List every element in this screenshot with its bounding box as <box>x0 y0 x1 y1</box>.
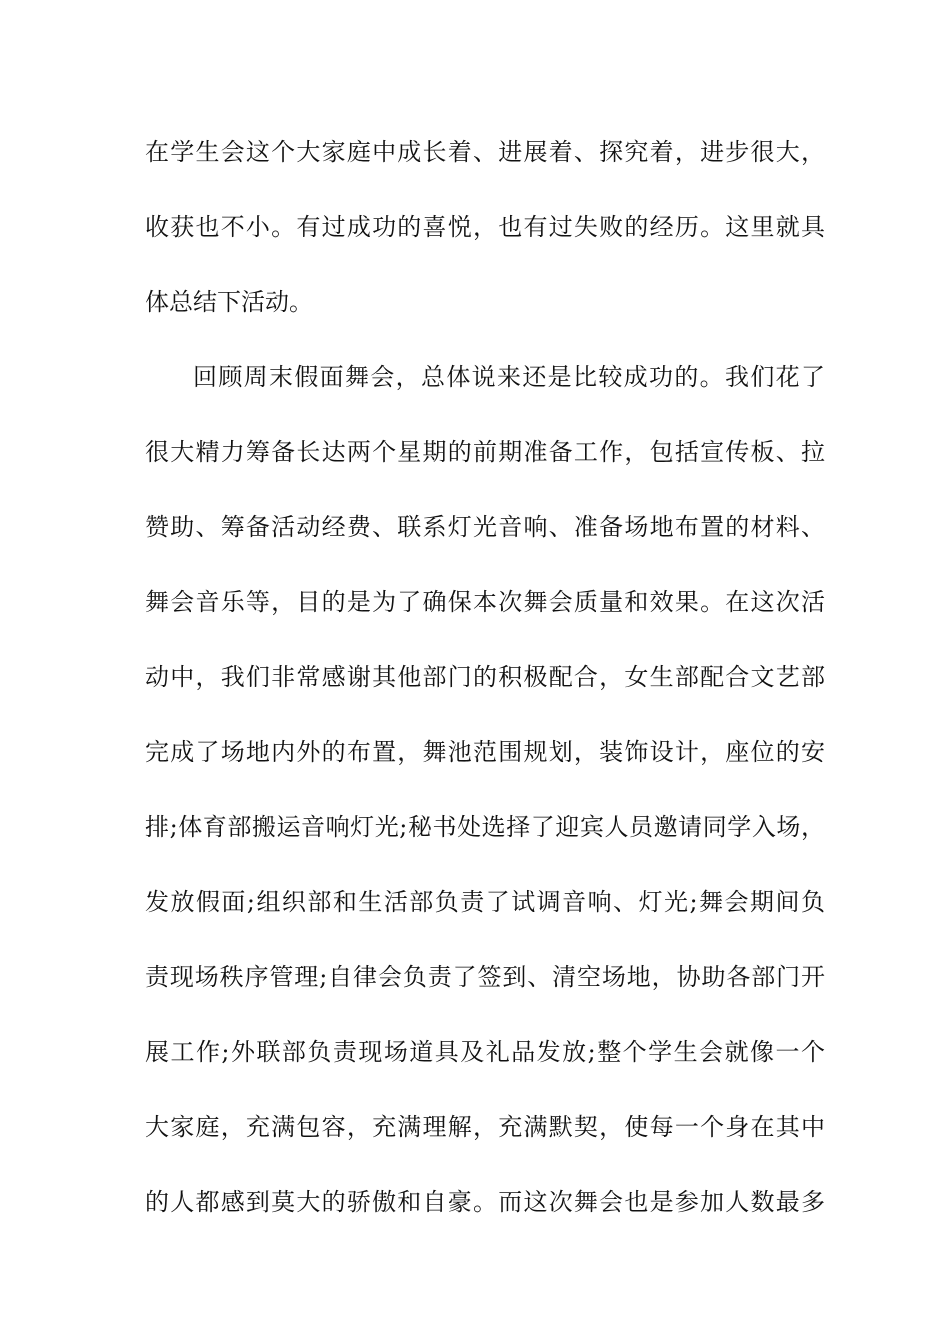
text-line: 体总结下活动。 <box>145 288 313 316</box>
text-line: 在学生会这个大家庭中成长着、进展着、探究着，进步很大， <box>145 138 825 166</box>
text-line: 排;体育部搬运音响灯光;秘书处选择了迎宾人员邀请同学入场， <box>145 813 825 841</box>
text-line: 展工作;外联部负责现场道具及礼品发放;整个学生会就像一个 <box>145 1038 825 1066</box>
text-line: 发放假面;组织部和生活部负责了试调音响、灯光;舞会期间负 <box>145 888 825 916</box>
text-line: 很大精力筹备长达两个星期的前期准备工作，包括宣传板、拉 <box>145 438 825 466</box>
text-line: 责现场秩序管理;自律会负责了签到、清空场地，协助各部门开 <box>145 963 825 991</box>
text-line: 大家庭，充满包容，充满理解，充满默契，使每一个身在其中 <box>145 1113 825 1141</box>
text-line: 完成了场地内外的布置，舞池范围规划，装饰设计，座位的安 <box>145 738 825 766</box>
text-line: 动中，我们非常感谢其他部门的积极配合，女生部配合文艺部 <box>145 663 825 691</box>
body-text <box>145 124 825 1249</box>
text-line: 收获也不小。有过成功的喜悦，也有过失败的经历。这里就具 <box>145 213 825 241</box>
text-line: 赞助、筹备活动经费、联系灯光音响、准备场地布置的材料、 <box>145 513 825 541</box>
text-line: 的人都感到莫大的骄傲和自豪。而这次舞会也是参加人数最多 <box>145 1188 825 1216</box>
paragraph-first-line: 回顾周末假面舞会，总体说来还是比较成功的。我们花了 <box>193 363 825 391</box>
text-line: 舞会音乐等，目的是为了确保本次舞会质量和效果。在这次活 <box>145 588 825 616</box>
